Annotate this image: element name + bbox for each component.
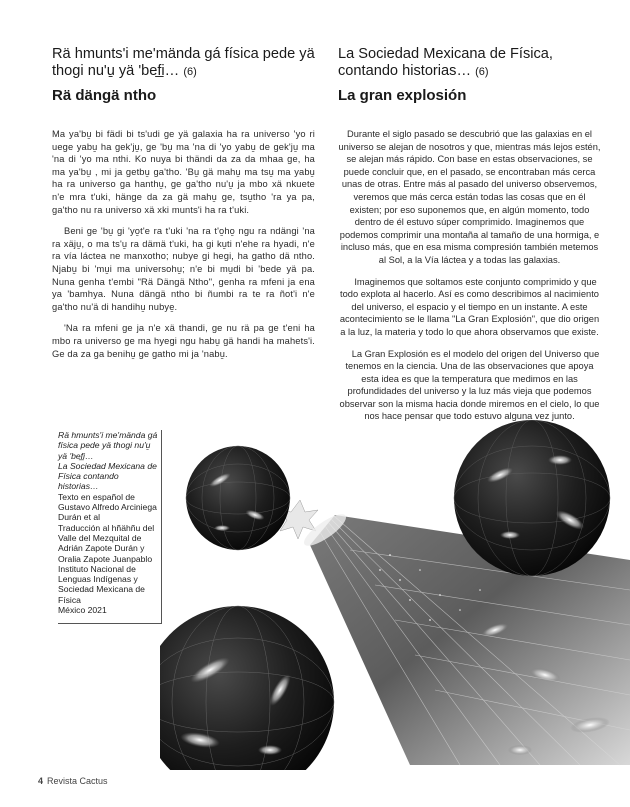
otomi-article-body	[52, 128, 315, 360]
spanish-paragraph-3: La Gran Explosión es el modelo del origen del Universo que tenemos en la ciencia. Una de las observaciones que apoya esta idea es que la temperatura que medimos en las profundidades del universo y la luz más vieja que podemos observar son la misma hacia donde miremos en el cielo, lo que nos hace pensar que todo estuvo alguna vez junto.	[339, 348, 600, 422]
credits-box	[58, 430, 162, 624]
spanish-paragraph-2: Imaginemos que soltamos este conjunto comprimido y que todo explota al hacerlo. Así es como describimos al nacimiento del universo, el espacio y el tiempo en un instante. A este acontecimiento se le llama "La Gran Explosión", que dio origen a la luz, la materia y todo lo que ahora observamos que existe.	[339, 276, 600, 337]
credit-institutions: Instituto Nacional de Lenguas Indígenas y Sociedad Mexicana de Física	[58, 563, 145, 605]
spanish-column	[338, 46, 601, 432]
spanish-article-body	[338, 128, 601, 423]
otomi-series-title: Rä hmunts'i me'mända gá física pede yä thogi nu'u̱ yä 'bef̲i… (6)	[52, 46, 315, 79]
spanish-paragraph-1: Durante el siglo pasado se descubrió que las galaxias en el universo se alejan de nosotros y que, mientras más lejos estén, se alejan más rápido. Con base en estas observaciones, se puede concluir que, en el pasado, se encontraban más cerca unas de otras. Entre más al pasado del universo observemos, veremos que más cerca están todas las cosas que en él existen; por eso suponemos que, en algún momento, todo dentro de él estuvo súper comprimido. Imaginemos que podemos comprimir una montaña al tamaño de una hormiga, e incluso más, que en esa misma compresión también metemos al Sol, a la Vía láctea y a todas las galaxias.	[338, 129, 601, 265]
small-galaxy-sphere	[186, 446, 290, 550]
big-bang-illustration	[160, 420, 630, 770]
credit-otomi-title: Rä hmunts'i me'mända gá física pede yä thogi nu'u̱ yä 'bef̲i…	[58, 430, 158, 461]
page-footer	[38, 776, 108, 786]
credit-author: Texto en español de Gustavo Alfredo Arciniega Durán et al	[58, 491, 157, 523]
top-right-galaxy-sphere	[454, 420, 610, 576]
spanish-series-title: La Sociedad Mexicana de Física, contando historias… (6)	[338, 46, 553, 79]
otomi-article-heading: Rä dängä ntho	[52, 87, 157, 104]
otomi-paragraph-2: Beni ge 'bu̱ gi 'yo̱t'e ra t'uki 'na ra t'o̱ho̱ ngu ra ndängi 'na ra xäju̱, o ma ts'u̱ ra dämä t'uki, ha gi ku̱ti n'ehe ra hyadi, n'e ra vía láctea ne manxotho; nubye gi hegi, ha gatho dä ntho. Njabu̱ bi 'mu̱i ma universohu̱; n'e bi mu̱di bi 'bede yä pa. Nuna genha t'embi "Rä Dängä Ntho", genha ra mfeni ja ena ya 'bamhya. Nuna dängä ntho bi ñumbi ra te ra ñot'i n'e ga'tho nu'ä di handihu̱ nubye̱.	[52, 226, 315, 312]
page-number: 4	[38, 776, 44, 786]
magazine-name: Revista Cactus	[47, 776, 108, 786]
credit-place-year: México 2021	[58, 605, 107, 616]
otomi-column	[52, 46, 315, 369]
spanish-article-heading: La gran explosión	[338, 87, 467, 104]
otomi-paragraph-3: 'Na ra mfeni ge ja n'e xä thandi, ge nu rä pa ge t'eni ha mbo ra universo ge ma hyegi ngu habu̱ gä handi ha mahets'i. Ge da za ga benihu̱ ge gatho mi ja 'nabu̱.	[52, 323, 315, 359]
credit-translation: Traducción al hñähñu del Valle del Mezquital de Adrián Zapote Durán y Oralia Zapote Juanpablo	[58, 522, 155, 564]
otomi-paragraph-1: Ma ya'bu̱ bi fädi bi ts'udi ge yä galaxia ha ra universo 'yo ri uege yabu̱ ha gek'ju̱, ge 'bu̱ ma 'na di 'yo yabu̱ de gek'ju̱ ma 'na di 'yo ma nthi. Ko nuya bi thändi da za da mhaa ge, ha ma ya'bu̱ , mi ja getbu̱ ga'tho. 'Bu̱ gä mahu̱ ma tsu̱ ma yabu̱ ha ra universo ga hanthu̱, ge ga'tho nu'u̱ ja mbo xä nkuete n'e mra t'uki, hänge da za gä mahu̱ ge, tsu̱tho 'ra ya pa, ga'tho nu ra universo xä xki munts'i ha ra t'uki.	[52, 129, 315, 215]
bottom-left-galaxy-sphere	[160, 606, 334, 770]
credit-spanish-title: La Sociedad Mexicana de Física contando historias…	[58, 460, 157, 492]
